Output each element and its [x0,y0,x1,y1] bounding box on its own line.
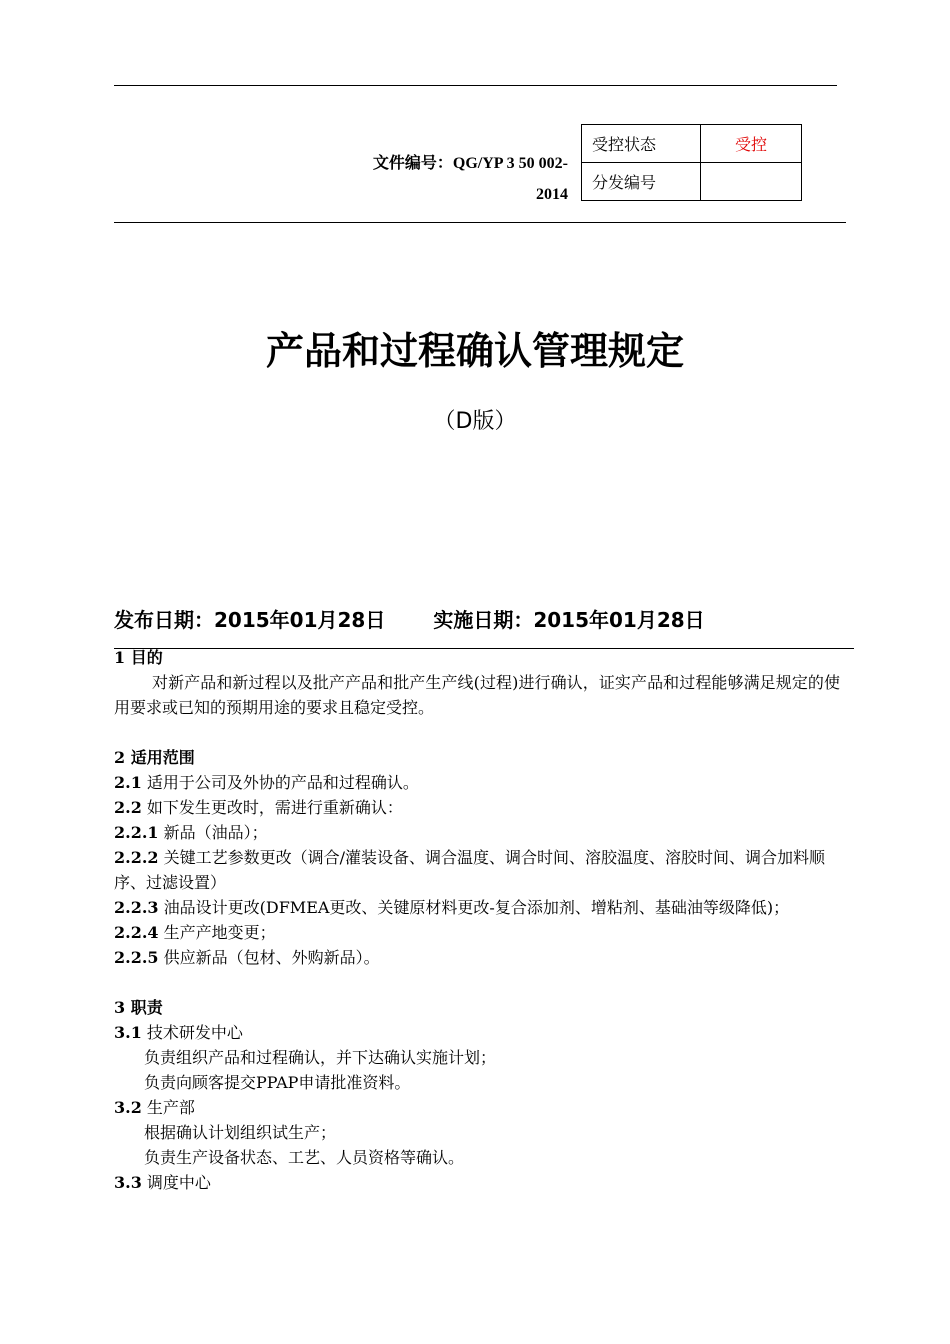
distribution-number-value [701,163,802,201]
doc-number-line2: 2014 [536,186,568,203]
control-status-table [581,124,802,201]
item-2-2-1: 2.2.1 新品（油品）； [114,823,268,842]
item-3-2: 3.2 生产部 [114,1098,195,1117]
item-3-3: 3.3 调度中心 [114,1173,211,1192]
document-body [114,645,840,1195]
header-bottom-rule [114,222,846,223]
top-rule [114,85,837,86]
section-2-heading: 2 适用范围 [114,748,195,767]
control-status-label: 受控状态 [582,125,701,163]
document-title: 产品和过程确认管理规定 [265,329,684,373]
document-version: （D版） [433,409,517,434]
section-1-heading: 1 目的 [114,648,163,667]
distribution-number-label: 分发编号 [582,163,701,201]
item-3-1-a: 负责组织产品和过程确认，并下达确认实施计划； [144,1048,497,1067]
item-3-1-b: 负责向顾客提交PPAP申请批准资料。 [144,1073,411,1092]
implement-date: 实施日期：2015年01月28日 [433,608,705,632]
doc-number-label: 文件编号： [372,155,453,172]
doc-number-line1: QG/YP 3 50 002- [452,155,568,172]
item-2-2: 2.2 如下发生更改时，需进行重新确认： [114,798,403,817]
item-2-2-3: 2.2.3 油品设计更改(DFMEA更改、关键原材料更改-复合添加剂、增粘剂、基础油等级降低)； [114,898,790,917]
item-3-2-a: 根据确认计划组织试生产； [144,1123,337,1142]
section-3-heading: 3 职责 [114,998,163,1017]
section-1-text: 对新产品和新过程以及批产产品和批产生产线(过程)进行确认，证实产品和过程能够满足规定的使用要求或已知的预期用途的要求且稳定受控。 [114,673,840,717]
item-2-2-4: 2.2.4 生产产地变更； [114,923,276,942]
dates-line [114,604,705,633]
control-status-value: 受控 [701,125,802,163]
item-2-1: 2.1 适用于公司及外协的产品和过程确认。 [114,773,419,792]
publish-date: 发布日期：2015年01月28日 [114,608,386,632]
item-3-2-b: 负责生产设备状态、工艺、人员资格等确认。 [144,1148,465,1167]
item-2-2-2: 2.2.2 关键工艺参数更改（调合/灌装设备、调合温度、调合时间、溶胶温度、溶胶时间、调合加料顺序、过滤设置） [114,848,826,892]
item-3-1: 3.1 技术研发中心 [114,1023,243,1042]
item-2-2-5: 2.2.5 供应新品（包材、外购新品）。 [114,948,380,967]
document-number [308,148,568,210]
